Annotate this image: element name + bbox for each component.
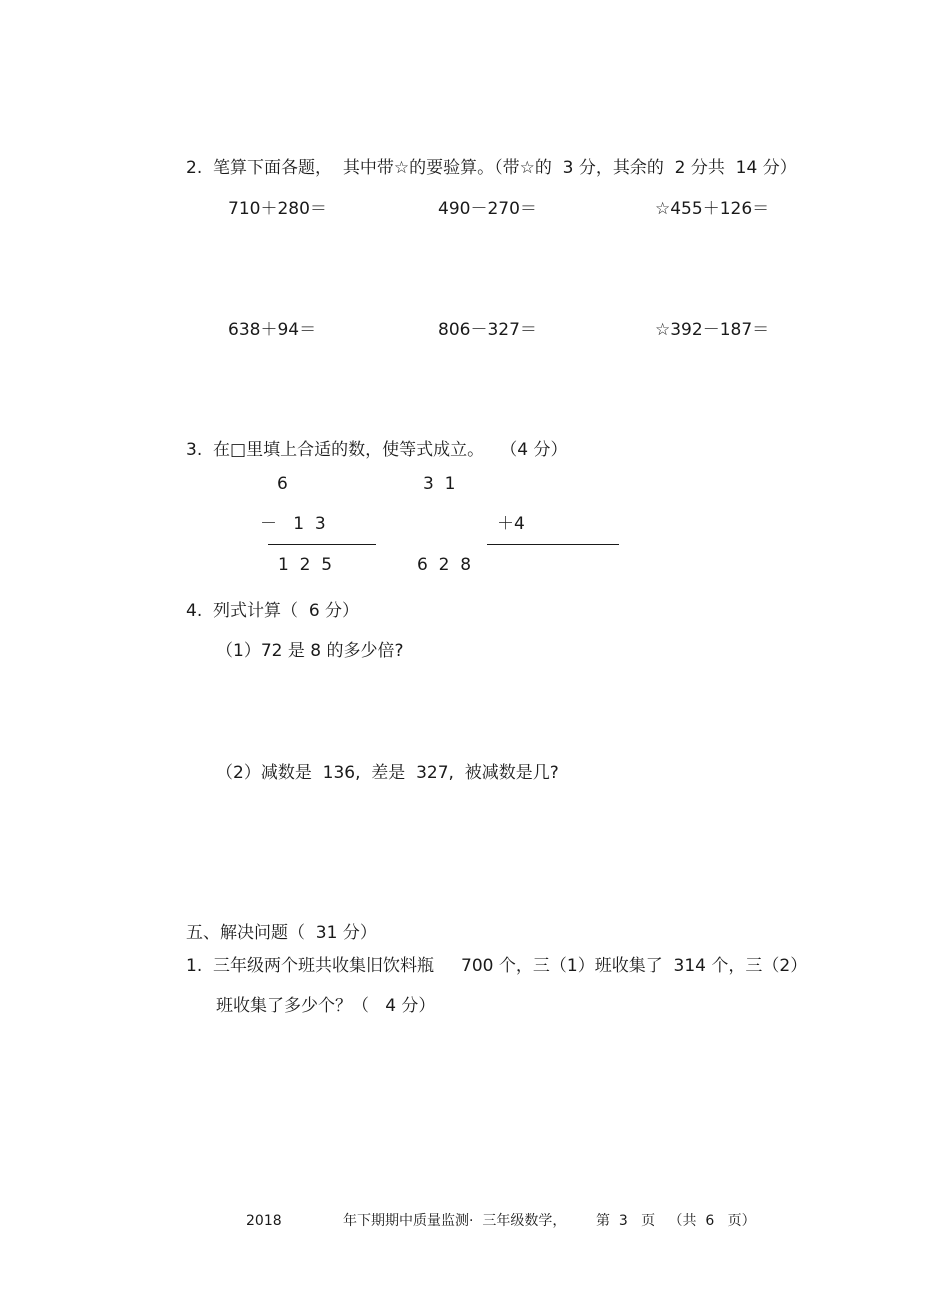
section5-q1-line1: 1. 三年级两个班共收集旧饮料瓶 700 个，三（1）班收集了 314 个，三（2） [186, 956, 808, 976]
q2-problem: 490－270＝ [438, 199, 537, 219]
q4-header: 4. 列式计算（ 6 分） [186, 601, 360, 621]
section5-header: 五、解决问题（ 31 分） [186, 923, 377, 943]
footer-title: 年下期期中质量监测· 三年级数学， [343, 1213, 567, 1229]
q2-header: 2. 笔算下面各题， 其中带☆的要验算。（带☆的 3 分，其余的 2 分共 14 分） [186, 158, 797, 178]
section5-q1-line2: 班收集了多少个？（ 4 分） [216, 996, 436, 1016]
addition-rule [487, 544, 619, 545]
q2-problem: 806－327＝ [438, 320, 537, 340]
q2-problem: ☆455＋126＝ [655, 199, 770, 219]
addition-top: 3 1 [423, 474, 456, 494]
q3-header: 3. 在□里填上合适的数，使等式成立。 （4 分） [186, 440, 568, 460]
footer-year: 2018 [246, 1213, 282, 1229]
subtraction-rule [268, 544, 376, 545]
subtraction-middle: － 1 3 [260, 514, 326, 534]
q4-sub1: （1）72 是 8 的多少倍? [216, 641, 404, 661]
subtraction-result: 1 2 5 [278, 555, 333, 575]
subtraction-top: 6 [277, 474, 288, 494]
addition-middle: ＋4 [497, 514, 525, 534]
q2-problem: 710＋280＝ [228, 199, 327, 219]
q4-sub2: （2）减数是 136, 差是 327, 被减数是几? [216, 763, 559, 783]
q2-problem: ☆392－187＝ [655, 320, 770, 340]
q2-problem: 638＋94＝ [228, 320, 317, 340]
footer-page: 第 3 页 （共 6 页） [596, 1213, 756, 1229]
addition-result: 6 2 8 [417, 555, 472, 575]
